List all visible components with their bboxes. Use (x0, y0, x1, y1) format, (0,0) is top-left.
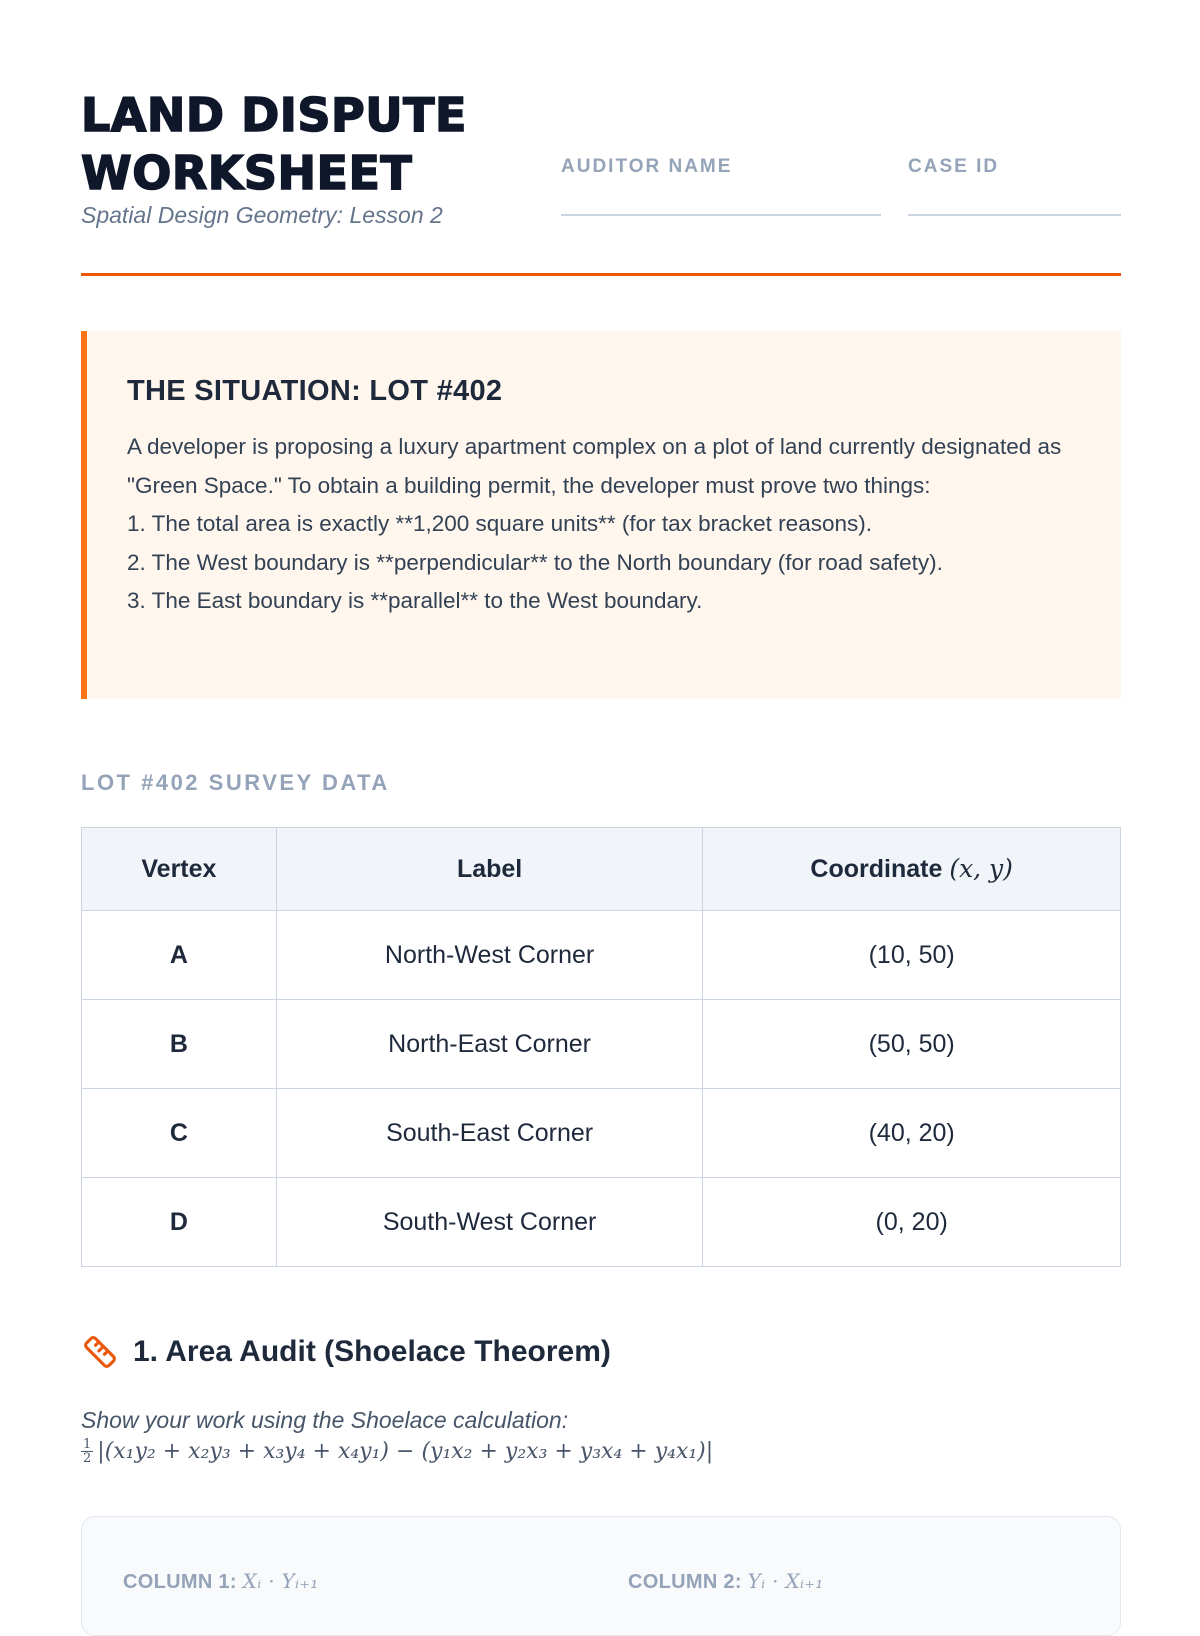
table-row (82, 1089, 1121, 1178)
vertex-cell: A (82, 911, 277, 1000)
situation-callout (81, 331, 1121, 699)
coordinate-header-math: (x, y) (949, 854, 1013, 883)
page-title (81, 86, 467, 202)
ruler-icon (81, 1333, 119, 1371)
situation-item: 2. The West boundary is **perpendicular** to the North boundary (for road safety). (127, 549, 943, 575)
vertex-cell: C (82, 1089, 277, 1178)
auditor-name-label: AUDITOR NAME (561, 156, 733, 177)
table-row (82, 1178, 1121, 1267)
worksheet-header (81, 80, 1121, 276)
label-cell: South-West Corner (276, 1178, 703, 1267)
auditor-name-underline (561, 214, 881, 216)
page-subtitle: Spatial Design Geometry: Lesson 2 (81, 202, 443, 228)
table-row (82, 1000, 1121, 1089)
fraction-denominator: 2 (83, 1451, 92, 1466)
auditor-name-field[interactable] (561, 156, 881, 178)
case-id-underline (908, 214, 1121, 216)
formula-expression: |(x₁y₂ + x₂y₃ + x₃y₄ + x₄y₁) − (y₁x₂ + y₂x₃ + y₃x₄ + y₄x₁)| (97, 1439, 714, 1464)
column-1-label: COLUMN 1: (123, 1571, 237, 1593)
area-audit-instruction: Show your work using the Shoelace calculation: (81, 1407, 569, 1433)
label-cell: South-East Corner (276, 1089, 703, 1178)
table-row (82, 911, 1121, 1000)
area-audit-title: 1. Area Audit (Shoelace Theorem) (133, 1335, 611, 1368)
shoelace-work-area (81, 1516, 1121, 1636)
title-line-1: LAND DISPUTE (81, 88, 467, 142)
header-divider (81, 273, 1121, 276)
area-audit-heading (81, 1333, 611, 1371)
situation-intro: A developer is proposing a luxury apartment complex on a plot of land currently designated as "Green Space." To obtain a building permit, the developer must prove two things: (127, 434, 1062, 498)
column-header-label: Label (276, 828, 703, 911)
label-cell: North-East Corner (276, 1000, 703, 1089)
coordinate-cell: (40, 20) (703, 1089, 1121, 1178)
case-id-field[interactable] (908, 156, 1121, 178)
column-2-label: COLUMN 2: (628, 1571, 742, 1593)
column-1-math: Xᵢ · Yᵢ₊₁ (242, 1569, 319, 1593)
column-1-header (123, 1569, 319, 1594)
formula-fraction (81, 1438, 93, 1465)
situation-item: 1. The total area is exactly **1,200 square units** (for tax bracket reasons). (127, 511, 872, 536)
case-id-label: CASE ID (908, 156, 1000, 177)
vertex-cell: B (82, 1000, 277, 1089)
table-header-row (82, 828, 1121, 911)
situation-item: 3. The East boundary is **parallel** to the West boundary. (127, 588, 703, 613)
coordinate-header-text: Coordinate (810, 855, 943, 883)
vertex-cell: D (82, 1178, 277, 1267)
fraction-numerator: 1 (83, 1437, 92, 1452)
shoelace-formula (81, 1438, 713, 1465)
label-cell: North-West Corner (276, 911, 703, 1000)
survey-section-title: LOT #402 SURVEY DATA (81, 770, 390, 795)
coordinate-cell: (0, 20) (703, 1178, 1121, 1267)
title-line-2: WORKSHEET (81, 146, 413, 200)
coordinate-cell: (10, 50) (703, 911, 1121, 1000)
column-header-coordinate (703, 828, 1121, 911)
column-header-vertex: Vertex (82, 828, 277, 911)
coordinate-cell: (50, 50) (703, 1000, 1121, 1089)
column-2-math: Yᵢ · Xᵢ₊₁ (747, 1569, 824, 1593)
situation-title: THE SITUATION: LOT #402 (127, 375, 503, 407)
survey-table (81, 827, 1121, 1267)
column-2-header (628, 1569, 824, 1594)
